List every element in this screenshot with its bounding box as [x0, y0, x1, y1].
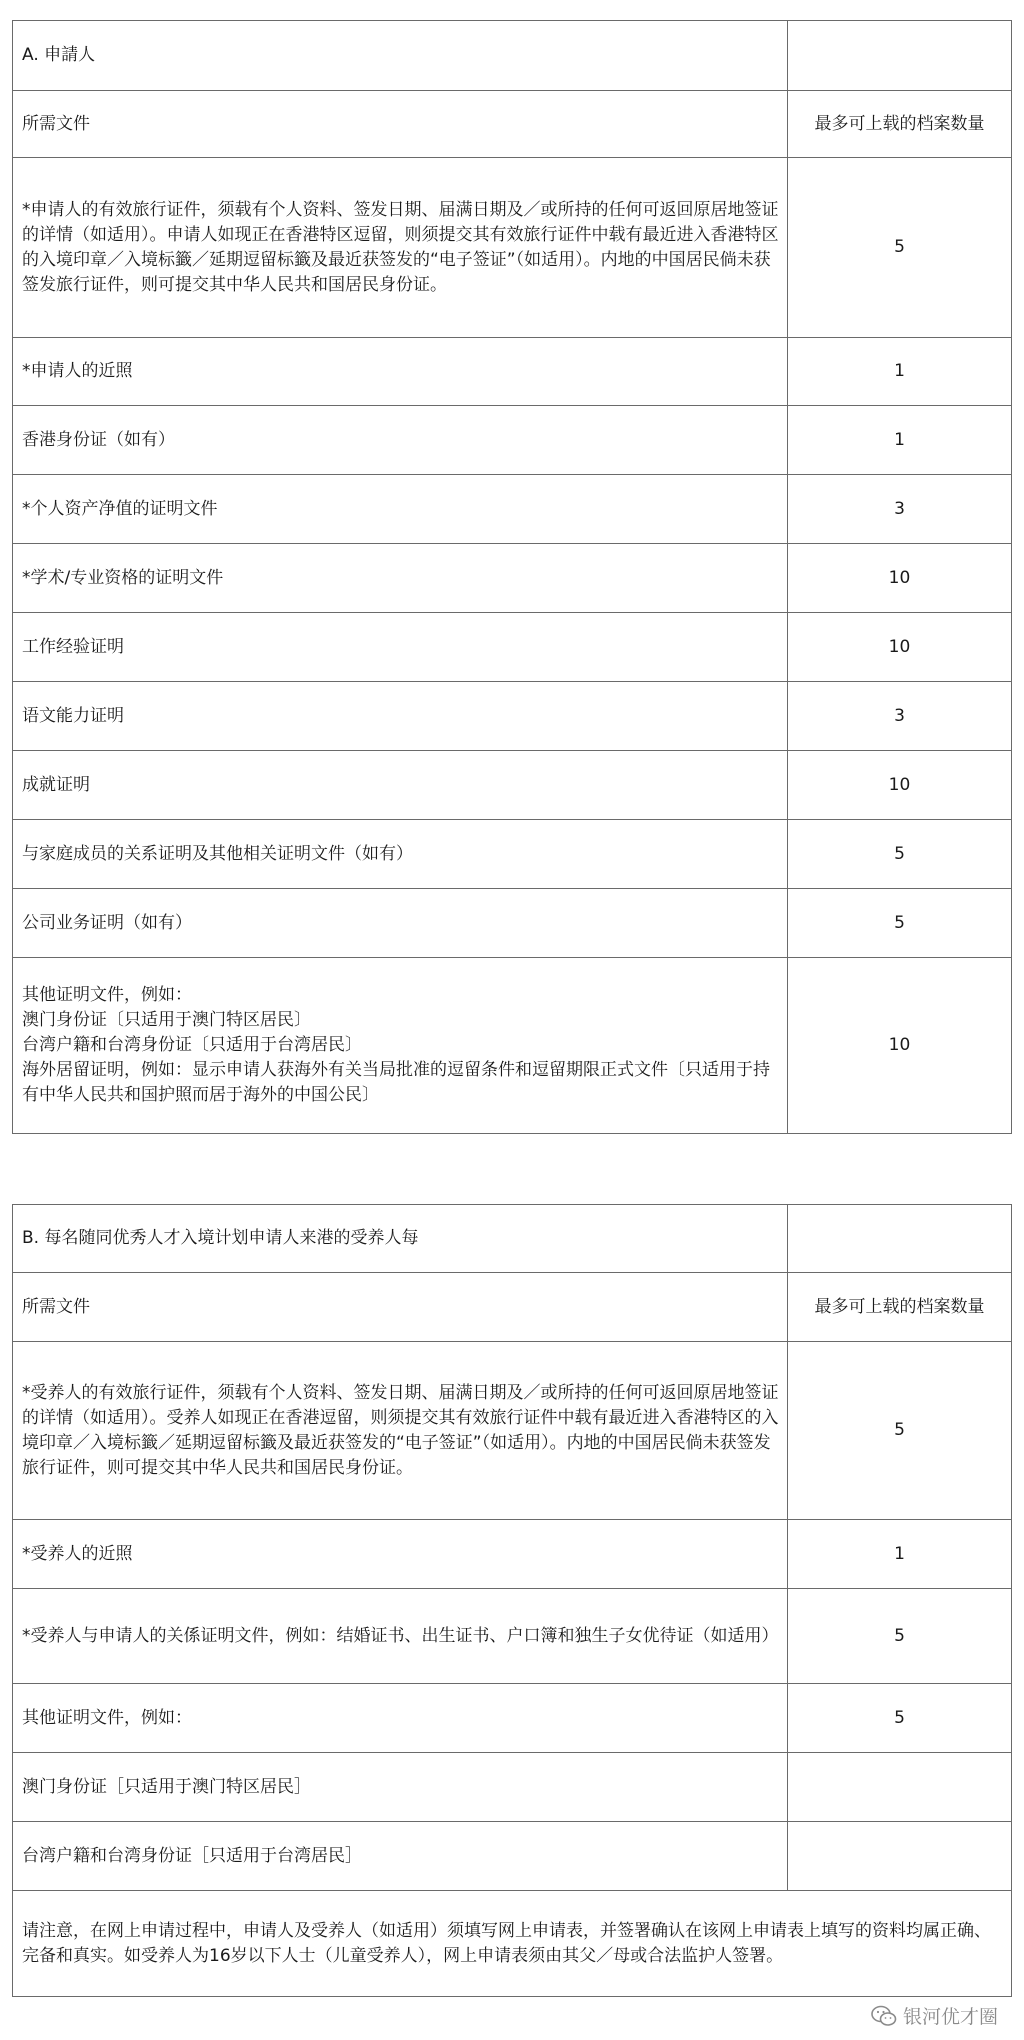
required-document: 香港身份证（如有）	[13, 406, 788, 475]
column-header-documents: 所需文件	[13, 1273, 788, 1342]
table-row	[13, 958, 1012, 1134]
table-row	[13, 1684, 1012, 1753]
section-a-header-row	[13, 91, 1012, 158]
required-document: 澳门身份证［只适用于澳门特区居民］	[13, 1753, 788, 1822]
required-document: 其他证明文件，例如：	[13, 1684, 788, 1753]
max-file-count: 1	[788, 1520, 1012, 1589]
required-document: 语文能力证明	[13, 682, 788, 751]
max-file-count: 5	[788, 889, 1012, 958]
max-file-count: 5	[788, 1684, 1012, 1753]
max-file-count: 1	[788, 406, 1012, 475]
watermark	[871, 2002, 998, 2029]
required-document: 成就证明	[13, 751, 788, 820]
required-document: 台湾户籍和台湾身份证［只适用于台湾居民］	[13, 1822, 788, 1891]
max-file-count: 5	[788, 1589, 1012, 1684]
max-file-count: 10	[788, 544, 1012, 613]
section-a-table	[12, 20, 1012, 1134]
required-document: *受养人的有效旅行证件，须载有个人资料、签发日期、届满日期及／或所持的任何可返回原居地签证的详情（如适用）。受养人如现正在香港逗留，则须提交其有效旅行证件中载有最近进入香港特区的入境印章／入境标籤／延期逗留标籤及最近获签发的“电子签证”（如适用）。内地的中国居民倘未获签发旅行证件，则可提交其中华人民共和国居民身份证。	[13, 1342, 788, 1520]
required-document: 其他证明文件，例如： 澳门身份证〔只适用于澳门特区居民〕 台湾户籍和台湾身份证〔只适用于台湾居民〕 海外居留证明，例如：显示申请人获海外有关当局批准的逗留条件和逗留期限正式文件〔只适用于持有中华人民共和国护照而居于海外的中国公民〕	[13, 958, 788, 1134]
column-header-max-files: 最多可上载的档案数量	[788, 1273, 1012, 1342]
max-file-count: 3	[788, 682, 1012, 751]
table-row	[13, 682, 1012, 751]
column-header-max-files: 最多可上载的档案数量	[788, 91, 1012, 158]
table-row	[13, 158, 1012, 338]
table-row	[13, 820, 1012, 889]
table-row	[13, 406, 1012, 475]
table-row	[13, 889, 1012, 958]
table-row	[13, 751, 1012, 820]
section-b-table	[12, 1204, 1012, 1997]
max-file-count: 5	[788, 820, 1012, 889]
max-file-count: 5	[788, 1342, 1012, 1520]
table-row	[13, 338, 1012, 406]
max-file-count: 5	[788, 158, 1012, 338]
table-row	[13, 544, 1012, 613]
section-a-heading: A. 申請人	[13, 21, 788, 91]
section-b-heading-row	[13, 1205, 1012, 1273]
max-file-count: 1	[788, 338, 1012, 406]
section-a-heading-row	[13, 21, 1012, 91]
table-row	[13, 475, 1012, 544]
column-header-documents: 所需文件	[13, 91, 788, 158]
max-file-count	[788, 1822, 1012, 1891]
required-document: *申请人的有效旅行证件，须载有个人资料、签发日期、届满日期及／或所持的任何可返回原居地签证的详情（如适用）。申请人如现正在香港特区逗留，则须提交其有效旅行证件中载有最近进入香港特区的入境印章／入境标籤／延期逗留标籤及最近获签发的“电子签证”（如适用）。内地的中国居民倘未获签发旅行证件，则可提交其中华人民共和国居民身份证。	[13, 158, 788, 338]
max-file-count: 10	[788, 751, 1012, 820]
wechat-icon	[871, 2005, 897, 2027]
required-document: *学术/专业资格的证明文件	[13, 544, 788, 613]
required-document: *个人资产净值的证明文件	[13, 475, 788, 544]
section-b-header-row	[13, 1273, 1012, 1342]
required-document: 公司业务证明（如有）	[13, 889, 788, 958]
table-row	[13, 613, 1012, 682]
required-document: 工作经验证明	[13, 613, 788, 682]
table-row	[13, 1589, 1012, 1684]
required-document: *申请人的近照	[13, 338, 788, 406]
max-file-count: 10	[788, 613, 1012, 682]
table-row	[13, 1520, 1012, 1589]
max-file-count: 3	[788, 475, 1012, 544]
required-document: 与家庭成员的关系证明及其他相关证明文件（如有）	[13, 820, 788, 889]
applicant-note: 请注意，在网上申请过程中，申请人及受养人（如适用）须填写网上申请表，并签署确认在该网上申请表上填写的资料均属正确、完备和真实。如受养人为16岁以下人士（儿童受养人），网上申请表须由其父／母或合法监护人签署。	[13, 1891, 1012, 1997]
note-row	[13, 1891, 1012, 1997]
watermark-text: 银河优才圈	[902, 2006, 998, 2028]
required-document: *受养人与申请人的关係证明文件，例如：结婚证书、出生证书、户口簿和独生子女优待证（如适用）	[13, 1589, 788, 1684]
max-file-count	[788, 1753, 1012, 1822]
max-file-count: 10	[788, 958, 1012, 1134]
section-b-heading: B. 每名随同优秀人才入境计划申请人来港的受养人每	[13, 1205, 788, 1273]
required-document: *受养人的近照	[13, 1520, 788, 1589]
table-row	[13, 1342, 1012, 1520]
table-row	[13, 1822, 1012, 1891]
table-row	[13, 1753, 1012, 1822]
